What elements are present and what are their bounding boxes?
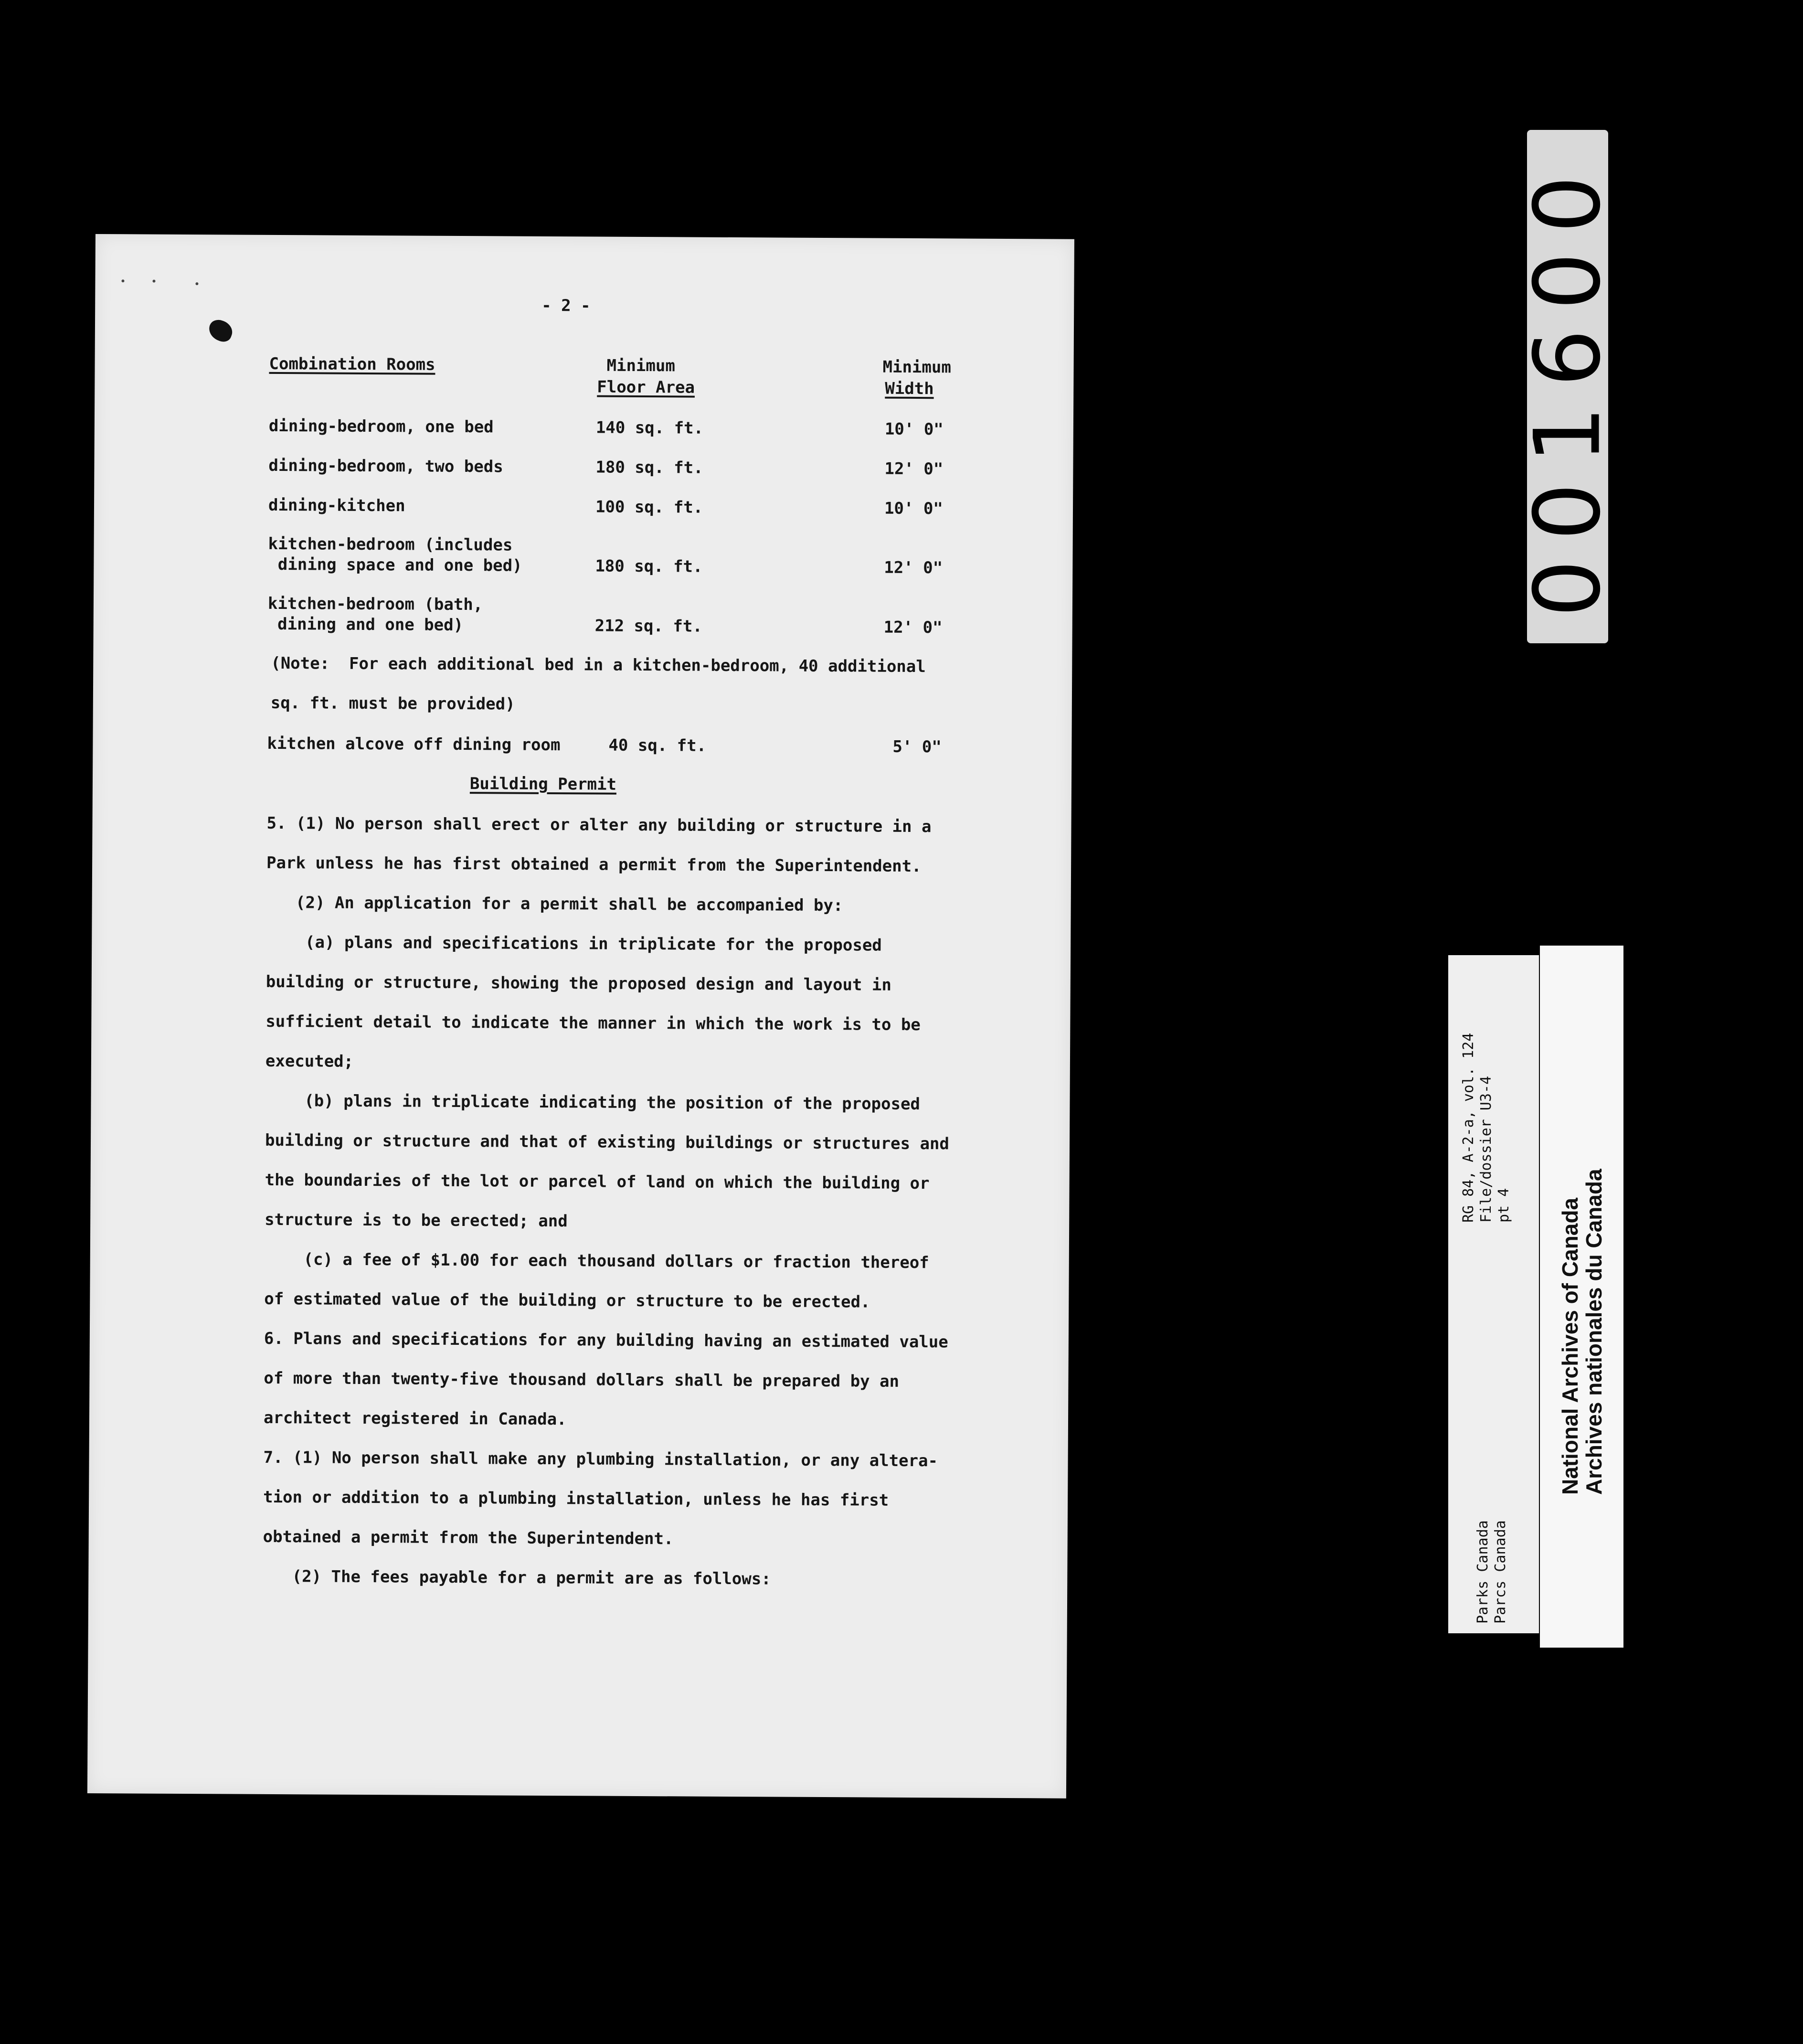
archive-institution-label [1540, 946, 1623, 1648]
table-row-area: 180 sq. ft. [595, 556, 703, 576]
body-line: (2) The fees payable for a permit are as follows: [263, 1566, 771, 1589]
typed-text [87, 234, 1074, 1799]
archive-reference-label [1448, 955, 1539, 1633]
table-row-width: 10' 0" [884, 499, 943, 519]
table-row-room: kitchen-bedroom (includes [268, 534, 513, 555]
institution-fr: Archives nationales du Canada [1581, 1169, 1606, 1495]
table-row-area: 40 sq. ft. [608, 735, 707, 756]
table-row-room: kitchen alcove off dining room [267, 734, 561, 755]
institution-en: National Archives of Canada [1558, 1197, 1582, 1495]
body-line: executed; [265, 1051, 354, 1071]
frame-number-label [1515, 130, 1621, 643]
reference-line: File/dossier U3-4 [1478, 1075, 1495, 1223]
body-line: 7. (1) No person shall make any plumbing installation, or any altera- [263, 1448, 938, 1471]
header-width-1: Minimum [882, 357, 951, 377]
table-row-area: 212 sq. ft. [594, 616, 702, 636]
body-line: the boundaries of the lot or parcel of land on which the building or [265, 1170, 930, 1193]
table-row-width: 12' 0" [883, 617, 943, 638]
body-line: (2) An application for a permit shall be accompanied by: [266, 893, 843, 916]
body-line: architect registered in Canada. [263, 1408, 567, 1429]
source-en: Parks Canada [1474, 1520, 1491, 1624]
source-fr: Parcs Canada [1492, 1520, 1509, 1624]
table-row-width: 12' 0" [884, 558, 943, 578]
table-row-area: 180 sq. ft. [595, 458, 703, 478]
body-line: building or structure, showing the proposed design and layout in [265, 972, 891, 995]
table-row-area: 140 sq. ft. [595, 418, 704, 438]
body-line: sufficient detail to indicate the manner in which the work is to be [265, 1011, 921, 1035]
frame-number: 001600 [1515, 156, 1621, 617]
table-row-room: dining-bedroom, one bed [268, 416, 494, 437]
document-page [87, 234, 1074, 1799]
body-line: tion or addition to a plumbing installation, unless he has first [263, 1487, 889, 1510]
table-row-room: dining-bedroom, two beds [268, 456, 503, 477]
section-heading: Building Permit [469, 774, 617, 794]
reference-line: pt 4 [1495, 1188, 1512, 1223]
table-row-room: kitchen-bedroom (bath, [267, 594, 483, 615]
table-row-room: dining-kitchen [268, 495, 405, 516]
table-row-room-cont: dining space and one bed) [268, 554, 522, 575]
header-width-2: Width [885, 379, 934, 399]
table-row-width: 5' 0" [892, 737, 942, 757]
body-line: (c) a fee of $1.00 for each thousand dollars or fraction thereof [264, 1249, 929, 1273]
page-number: - 2 - [541, 296, 591, 316]
table-note: (Note: For each additional bed in a kitchen-bedroom, 40 additional [271, 653, 926, 677]
header-area-2: Floor Area [597, 377, 695, 397]
table-note-cont: sq. ft. must be provided) [270, 693, 515, 714]
body-line: Park unless he has first obtained a permit from the Superintendent. [266, 853, 922, 876]
body-line: structure is to be erected; and [265, 1210, 568, 1231]
table-row-width: 12' 0" [884, 459, 944, 479]
table-row-width: 10' 0" [884, 419, 944, 439]
reference-line: RG 84, A-2-a, vol. 124 [1460, 1033, 1477, 1223]
body-line: building or structure and that of existing buildings or structures and [265, 1130, 950, 1154]
body-line: of estimated value of the building or structure to be erected. [264, 1289, 870, 1312]
header-area-1: Minimum [606, 356, 675, 376]
body-line: 6. Plans and specifications for any building having an estimated value [264, 1329, 948, 1352]
table-row-area: 100 sq. ft. [595, 497, 703, 517]
header-rooms: Combination Rooms [269, 354, 435, 374]
body-line: obtained a permit from the Superintendent. [263, 1527, 674, 1549]
table-row-room-cont: dining and one bed) [267, 614, 464, 635]
body-line: 5. (1) No person shall erect or alter any building or structure in a [266, 813, 932, 837]
body-line: (a) plans and specifications in triplicate for the proposed [266, 932, 882, 955]
body-line: of more than twenty-five thousand dollars shall be prepared by an [264, 1368, 900, 1391]
body-line: (b) plans in triplicate indicating the position of the proposed [265, 1091, 921, 1114]
